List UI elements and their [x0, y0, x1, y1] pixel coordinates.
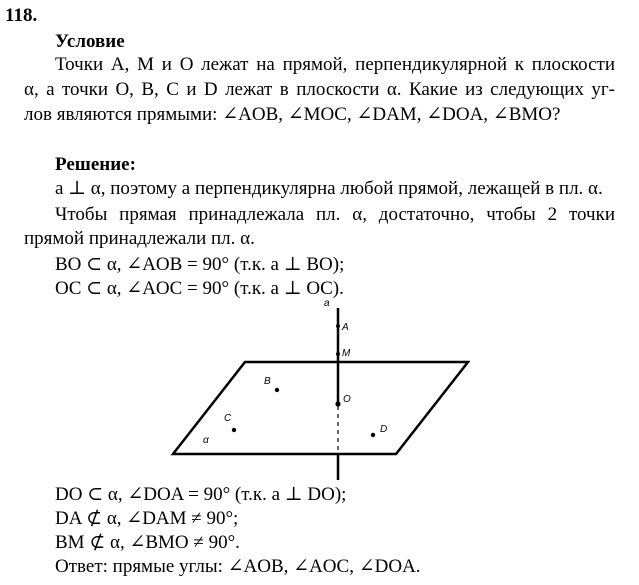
- statement-da: DA ⊄ α, ∠DAM ≠ 90°;: [55, 508, 239, 529]
- problem-number: 118.: [5, 5, 38, 26]
- solution-line-1: a ⊥ α, поэтому a перпендикулярна любой прямой, лежащей в пл. α.: [55, 178, 603, 199]
- point-o-dot: [335, 401, 340, 406]
- point-m-label: M: [342, 348, 351, 359]
- answer: Ответ: прямые углы: ∠AOB, ∠AOC, ∠DOA.: [55, 556, 421, 577]
- solution-line-3: прямой принадлежали пл. α.: [24, 228, 255, 249]
- point-d-dot: [371, 433, 375, 437]
- condition-line-3: лов являются прямыми: ∠AOB, ∠MOC, ∠DAM, ∠DOA, ∠BMO?: [24, 104, 561, 125]
- condition-line-1: Точки A, M и O лежат на прямой, перпендикулярной к плоскости: [55, 54, 615, 75]
- point-a-dot: [336, 324, 340, 328]
- plane-alpha-label: α: [203, 435, 209, 446]
- point-d-label: D: [380, 424, 388, 435]
- statement-do: DO ⊂ α, ∠DOA = 90° (т.к. a ⊥ DO);: [55, 484, 347, 505]
- statement-bm: BM ⊄ α, ∠BMO ≠ 90°.: [55, 532, 240, 553]
- point-m-dot: [336, 352, 340, 356]
- point-b-label: B: [264, 376, 271, 387]
- plane-alpha-outline: [173, 362, 468, 454]
- plane-diagram: [170, 296, 470, 482]
- condition-line-2: α, а точки O, B, C и D лежат в плоскости α. Какие из следующих уг-: [24, 79, 615, 100]
- solution-line-2: Чтобы прямая принадлежала пл. α, достаточно, чтобы 2 точки: [55, 204, 615, 225]
- point-a-label: A: [342, 322, 349, 333]
- condition-heading: Условие: [55, 31, 125, 52]
- line-a-label: a: [324, 298, 330, 309]
- point-c-label: C: [224, 413, 232, 424]
- point-b-dot: [275, 388, 279, 392]
- statement-oc: OC ⊂ α, ∠AOC = 90° (т.к. a ⊥ OC).: [55, 278, 344, 299]
- statement-bo: BO ⊂ α, ∠AOB = 90° (т.к. a ⊥ BO);: [55, 254, 345, 275]
- solution-heading: Решение:: [55, 154, 136, 175]
- point-c-dot: [232, 428, 236, 432]
- point-o-label: O: [343, 394, 351, 405]
